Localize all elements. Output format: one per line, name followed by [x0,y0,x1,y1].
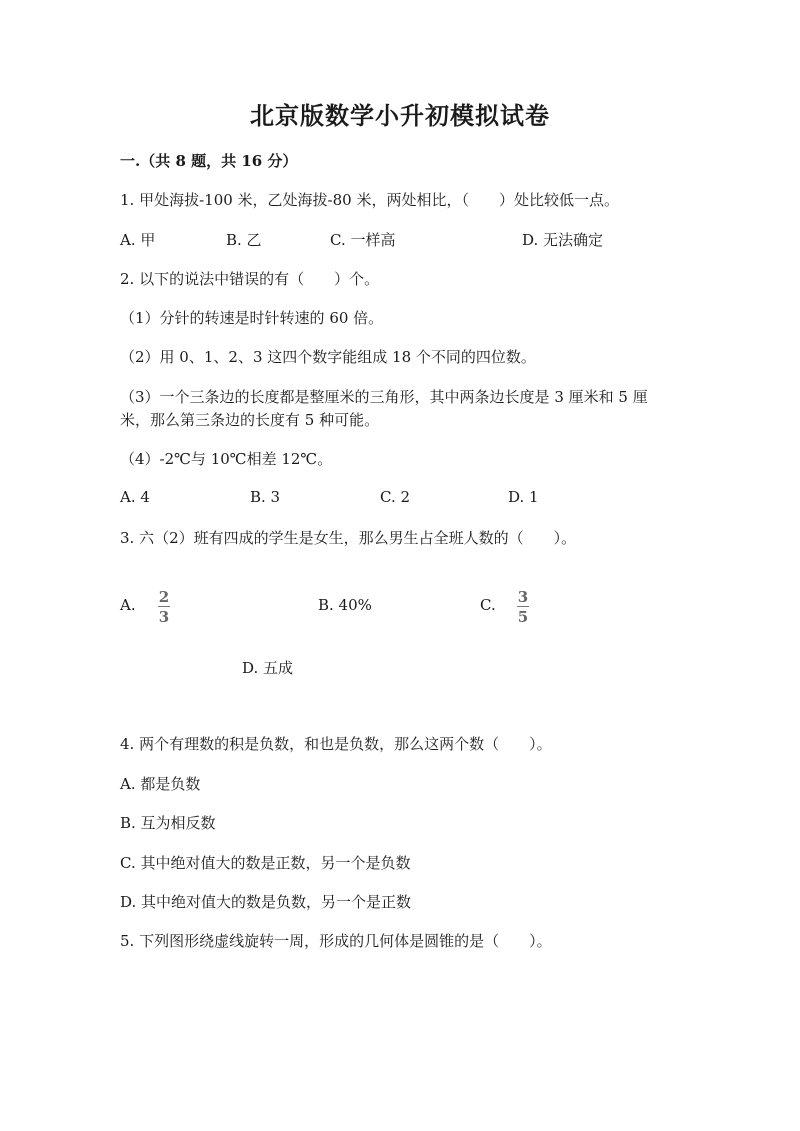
question-3-option-b: B. 40% [318,596,372,614]
question-2-statement-1: （1）分针的转速是时针转速的 60 倍。 [120,309,384,327]
question-2-statement-2: （2）用 0、1、2、3 这四个数字能组成 18 个不同的四位数。 [120,348,536,366]
page-title: 北京版数学小升初模拟试卷 [250,101,550,130]
fraction-denominator: 3 [158,608,170,627]
question-2-option-d: D. 1 [508,488,539,506]
question-2-option-b: B. 3 [250,488,281,506]
fraction-numerator: 3 [517,588,529,606]
question-4-stem: 4. 两个有理数的积是负数，和也是负数，那么这两个数（ ）。 [120,735,552,753]
fraction-numerator: 2 [158,588,170,606]
question-2-option-c: C. 2 [380,488,411,506]
fraction-denominator: 5 [517,608,529,627]
question-1-option-b: B. 乙 [226,231,262,249]
question-4-option-c: C. 其中绝对值大的数是正数，另一个是负数 [120,854,411,872]
question-2-statement-4: （4）-2℃与 10℃相差 12℃。 [120,450,333,468]
question-5-stem: 5. 下列图形绕虚线旋转一周，形成的几何体是圆锥的是（ ）。 [120,932,552,950]
question-3-option-a-label: A. [120,596,136,614]
question-1-stem: 1. 甲处海拔-100 米，乙处海拔-80 米，两处相比，（ ）处比较低一点。 [120,191,619,209]
question-1-option-c: C. 一样高 [330,231,396,249]
fraction-bar [517,606,529,607]
question-2-statement-3: （3）一个三条边的长度都是整厘米的三角形，其中两条边长度是 3 厘米和 5 厘 [120,388,648,406]
question-4-option-b: B. 互为相反数 [120,814,216,832]
question-2-option-a: A. 4 [120,488,150,506]
question-4-option-a: A. 都是负数 [120,775,201,793]
section-heading: 一.（共 8 题，共 16 分） [120,152,298,170]
question-1-option-a: A. 甲 [120,231,156,249]
fraction-bar [158,606,170,607]
question-4-option-d: D. 其中绝对值大的数是负数，另一个是正数 [120,893,412,911]
question-3-option-a-fraction [158,589,170,625]
question-2-stem: 2. 以下的说法中错误的有（ ）个。 [120,270,380,288]
question-2-statement-3-cont: 米，那么第三条边的长度有 5 种可能。 [120,411,380,429]
question-3-stem: 3. 六（2）班有四成的学生是女生，那么男生占全班人数的（ ）。 [120,529,577,547]
question-3-option-c-label: C. [480,596,496,614]
question-3-option-c-fraction [517,589,529,625]
question-3-option-d: D. 五成 [242,659,294,677]
question-1-option-d: D. 无法确定 [522,231,604,249]
